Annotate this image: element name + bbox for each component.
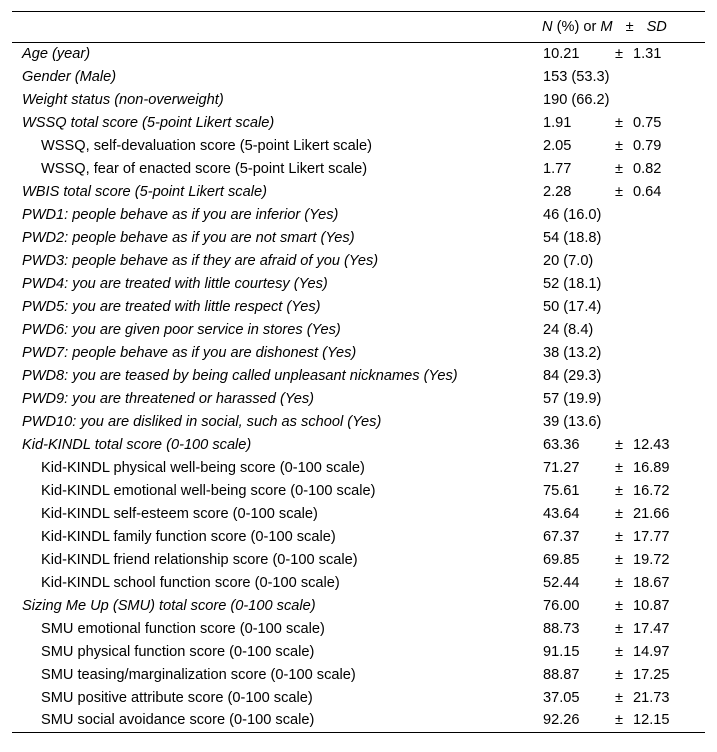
row-label: PWD8: you are teased by being called unpleasant nicknames (Yes) [22,368,458,384]
table-row [12,503,705,526]
row-value [530,595,705,618]
plus-minus-sign: ± [614,483,623,499]
row-value [530,273,705,296]
mean-value: 88.87 [543,667,580,683]
row-value [530,457,705,480]
row-label: Kid-KINDL family function score (0-100 scale) [41,529,336,545]
mean-value: 52.44 [543,575,580,591]
plus-minus-sign: ± [614,690,623,706]
row-label: Gender (Male) [22,69,117,85]
mean-value: 69.85 [543,552,580,568]
table-row [12,457,705,480]
row-label: PWD5: you are treated with little respect (Yes) [22,299,321,315]
table-row [12,342,705,365]
count-percent-value: 57 (19.9) [543,391,602,407]
row-label: SMU teasing/marginalization score (0-100 scale) [41,667,356,683]
table-row [12,434,705,457]
table-row [12,204,705,227]
count-percent-value: 190 (66.2) [543,92,610,108]
row-label: WSSQ, self-devaluation score (5-point Likert scale) [41,138,372,154]
sd-value: 16.89 [633,460,670,476]
table-row [12,572,705,595]
sd-value: 12.15 [633,711,670,728]
sd-value: 12.43 [633,437,670,453]
mean-value: 2.28 [543,184,572,200]
header-value-column [530,12,705,43]
row-label: Kid-KINDL self-esteem score (0-100 scale) [41,506,318,522]
row-label: WSSQ total score (5-point Likert scale) [22,115,275,131]
mean-value: 88.73 [543,621,580,637]
row-value [530,664,705,687]
sd-value: 19.72 [633,552,670,568]
count-percent-value: 24 (8.4) [543,322,594,338]
table-header-row [12,12,705,43]
count-percent-value: 153 (53.3) [543,69,610,85]
plus-minus-sign: ± [614,598,623,614]
mean-value: 75.61 [543,483,580,499]
row-value [530,319,705,342]
mean-value: 67.37 [543,529,580,545]
row-value [530,365,705,388]
row-label: PWD4: you are treated with little courtesy (Yes) [22,276,328,292]
row-value [530,618,705,641]
plus-minus-sign: ± [614,161,623,177]
row-label: PWD1: people behave as if you are inferior (Yes) [22,207,339,223]
count-percent-value: 46 (16.0) [543,207,602,223]
table-row [12,273,705,296]
row-value [530,342,705,365]
table-row [12,135,705,158]
sd-value: 21.66 [633,506,670,522]
table-row [12,664,705,687]
row-value [530,296,705,319]
plus-minus-sign: ± [614,138,623,154]
mean-value: 92.26 [543,711,580,728]
table-row [12,549,705,572]
row-value [530,526,705,549]
descriptive-statistics-table-wrapper [12,11,705,733]
row-value [530,204,705,227]
row-value [530,227,705,250]
table-row [12,480,705,503]
table-row [12,158,705,181]
descriptive-statistics-table [12,11,705,733]
header-m-symbol: M [600,19,613,35]
header-sd-symbol: SD [646,19,667,35]
table-row [12,526,705,549]
sd-value: 14.97 [633,644,670,660]
mean-value: 10.21 [543,46,580,63]
row-label: PWD2: people behave as if you are not smart (Yes) [22,230,355,246]
count-percent-value: 20 (7.0) [543,253,594,269]
plus-minus-sign: ± [614,575,623,591]
count-percent-value: 50 (17.4) [543,299,602,315]
table-row [12,595,705,618]
sd-value: 21.73 [633,690,670,706]
row-value [530,112,705,135]
row-label: PWD7: people behave as if you are dishonest (Yes) [22,345,357,361]
sd-value: 0.82 [633,161,662,177]
row-label: SMU positive attribute score (0-100 scale) [41,690,313,706]
plus-minus-sign: ± [614,506,623,522]
row-value [530,549,705,572]
count-percent-value: 84 (29.3) [543,368,602,384]
plus-minus-sign: ± [614,644,623,660]
row-value [530,687,705,710]
mean-value: 71.27 [543,460,580,476]
row-value [530,158,705,181]
table-row [12,89,705,112]
row-value [530,66,705,89]
row-label: SMU emotional function score (0-100 scale) [41,621,325,637]
row-value [530,89,705,112]
count-percent-value: 54 (18.8) [543,230,602,246]
mean-value: 43.64 [543,506,580,522]
count-percent-value: 52 (18.1) [543,276,602,292]
row-label: PWD10: you are disliked in social, such as school (Yes) [22,414,382,430]
sd-value: 18.67 [633,575,670,591]
table-row [12,181,705,204]
plus-minus-sign: ± [614,529,623,545]
row-value [530,411,705,434]
mean-value: 2.05 [543,138,572,154]
row-value [530,388,705,411]
row-value [530,434,705,457]
plus-minus-sign: ± [614,621,623,637]
table-row [12,112,705,135]
table-row [12,710,705,733]
table-row [12,641,705,664]
table-row [12,618,705,641]
sd-value: 1.31 [633,46,662,63]
row-label: WSSQ, fear of enacted score (5-point Likert scale) [41,161,368,177]
row-label: PWD6: you are given poor service in stores (Yes) [22,322,341,338]
mean-value: 63.36 [543,437,580,453]
row-label: Kid-KINDL emotional well-being score (0-100 scale) [41,483,376,499]
table-row [12,687,705,710]
table-row [12,66,705,89]
plus-minus-sign: ± [614,46,623,63]
sd-value: 16.72 [633,483,670,499]
plus-minus-sign: ± [614,184,623,200]
header-pct-or: (%) or [556,19,597,35]
plus-minus-sign: ± [614,460,623,476]
sd-value: 10.87 [633,598,670,614]
row-label: Kid-KINDL friend relationship score (0-100 scale) [41,552,358,568]
plus-minus-sign: ± [614,437,623,453]
plus-minus-sign: ± [614,711,623,728]
row-label: Kid-KINDL physical well-being score (0-100 scale) [41,460,365,476]
row-value [530,135,705,158]
sd-value: 0.64 [633,184,662,200]
sd-value: 17.25 [633,667,670,683]
row-value [530,503,705,526]
row-label: Age (year) [22,46,91,63]
count-percent-value: 38 (13.2) [543,345,602,361]
table-row [12,365,705,388]
sd-value: 17.77 [633,529,670,545]
header-plus-minus: ± [625,19,634,35]
table-row [12,250,705,273]
table-row [12,388,705,411]
row-value [530,710,705,733]
plus-minus-sign: ± [614,115,623,131]
sd-value: 17.47 [633,621,670,637]
row-value [530,43,705,66]
row-label: PWD3: people behave as if they are afraid of you (Yes) [22,253,379,269]
table-row [12,319,705,342]
row-label: WBIS total score (5-point Likert scale) [22,184,267,200]
row-label: SMU social avoidance score (0-100 scale) [41,711,315,728]
table-row [12,296,705,319]
row-value [530,572,705,595]
mean-value: 37.05 [543,690,580,706]
table-row [12,411,705,434]
row-value [530,250,705,273]
sd-value: 0.79 [633,138,662,154]
header-n-symbol: N [542,19,553,35]
row-label: Kid-KINDL school function score (0-100 scale) [41,575,340,591]
row-value [530,480,705,503]
row-label: PWD9: you are threatened or harassed (Yes) [22,391,315,407]
row-label: Kid-KINDL total score (0-100 scale) [22,437,252,453]
count-percent-value: 39 (13.6) [543,414,602,430]
row-label: Weight status (non-overweight) [22,92,224,108]
plus-minus-sign: ± [614,552,623,568]
table-row [12,43,705,66]
row-value [530,641,705,664]
plus-minus-sign: ± [614,667,623,683]
row-label: SMU physical function score (0-100 scale) [41,644,315,660]
table-body [12,43,705,733]
mean-value: 76.00 [543,598,580,614]
row-value [530,181,705,204]
header-label-column [12,12,530,43]
mean-value: 91.15 [543,644,580,660]
mean-value: 1.91 [543,115,572,131]
sd-value: 0.75 [633,115,662,131]
table-row [12,227,705,250]
row-label: Sizing Me Up (SMU) total score (0-100 scale) [22,598,316,614]
mean-value: 1.77 [543,161,572,177]
